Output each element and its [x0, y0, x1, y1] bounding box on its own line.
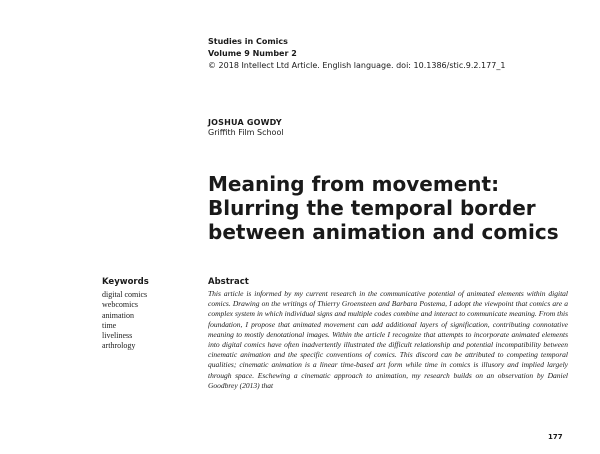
journal-header: [208, 36, 505, 72]
abstract-heading: Abstract: [208, 277, 249, 287]
abstract-block: [208, 277, 568, 391]
author-block: [208, 118, 284, 138]
copyright-doi: © 2018 Intellect Ltd Article. English language. doi: 10.1386/stic.9.2.177_1: [208, 61, 506, 70]
keywords-heading: Keywords: [102, 277, 149, 287]
keyword-item: animation: [102, 310, 134, 320]
journal-name: Studies in Comics: [208, 37, 288, 46]
keyword-item: digital comics: [102, 290, 148, 299]
keywords-block: [102, 277, 197, 352]
journal-issue: Volume 9 Number 2: [208, 49, 297, 58]
article-title: Meaning from movement: Blurring the temporal border between animation and comics: [208, 172, 559, 244]
author-affiliation: Griffith Film School: [208, 128, 284, 137]
page-number: 177: [548, 433, 563, 441]
abstract-text: This article is informed by my current research in the communicative potential of animated elements within digital comics. Drawing on the writings of Thierry Groensteen and Barbara Postema, I adopt the viewpoint that comics are a complex system in which individual signs and multiple codes combine and interact to communicate meaning. From this foundation, I propose that animated movement can add additional layers of signification, contributing connotative meaning to mostly denotational images. Within the article I recognize that attempts to incorporate animated elements into digital comics have often inadvertently illustrated the difficult relationship and potential incompatibility between cinematic animation and the specific conventions of comics. This discord can be attributed to competing temporal qualities; cinematic animation is a linear time-based art form while time in comics is illusory and implied largely through space. Eschewing a cinematic approach to animation, my research builds on an observation by Daniel Goodbrey (2013) that: [208, 289, 568, 390]
keyword-item: time: [102, 320, 117, 330]
author-name: JOSHUA GOWDY: [208, 118, 282, 127]
keyword-item: liveliness: [102, 331, 133, 341]
keyword-item: arthrology: [102, 341, 136, 351]
keyword-item: webcomics: [102, 300, 138, 310]
